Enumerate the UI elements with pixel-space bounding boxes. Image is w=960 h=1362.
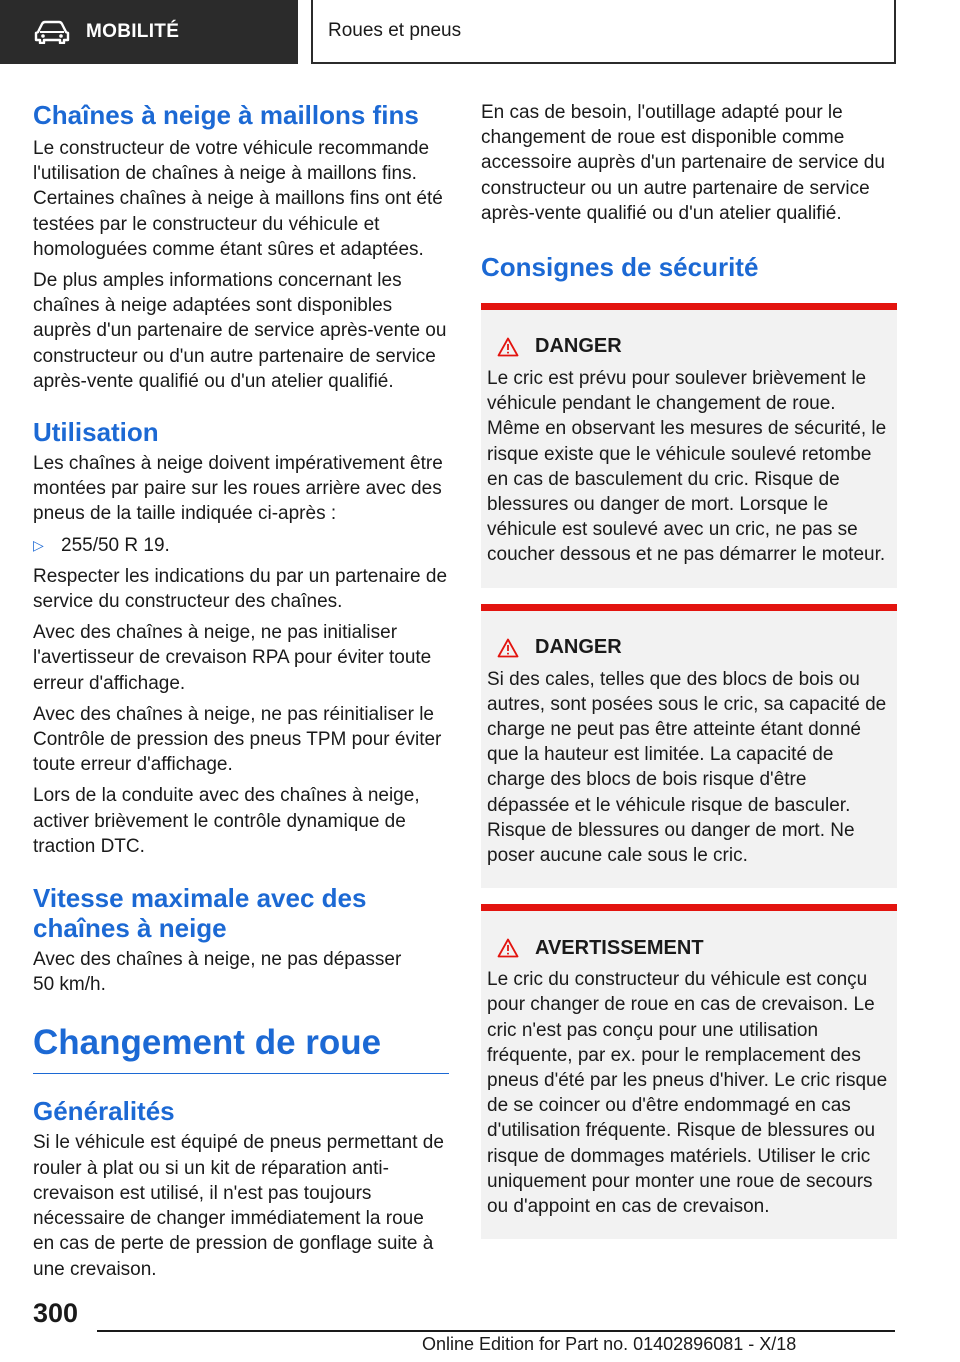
warning-header: [487, 634, 891, 662]
use-paragraph-4: Avec des chaînes à neige, ne pas réinitialiser le Contrôle de pression des pneus TPM pour éviter toute erreur d'affichage.: [33, 703, 442, 776]
list-item: [33, 533, 449, 558]
warning-text: Le cric du constructeur du véhicule est conçu pour changer de roue en cas de crevaison. Le cric n'est pas conçu pour une utilisation fréquente, par ex. pour le remplacement des pneus d'été par les pneus d'hiver. Le cric risque de se coincer ou d'être endommagé en cas d'utilisation fréquente. Risque de blessures ou risque de dommages matériels. Utiliser le cric uniquement pour monter une roue de secours ou d'appoint en cas de crevaison.: [487, 969, 888, 1218]
change-title: Changement de roue: [33, 1023, 382, 1063]
car-icon: [34, 20, 70, 44]
general-title: Généralités: [33, 1096, 175, 1127]
warning-triangle-icon: [497, 938, 519, 958]
speed-paragraph: Avec des chaînes à neige, ne pas dépasser 50 km/h.: [33, 949, 402, 996]
warning-triangle-icon: [497, 337, 519, 357]
left-column: [33, 100, 449, 1282]
change-heading-block: [33, 1023, 449, 1074]
chains-paragraph-1: Le constructeur de votre véhicule recommande l'utilisation de chaînes à neige à maillons fins. Certaines chaînes à neige à maillons fins ont été testées par le constructeur du véhicule et homologuées comme étant sûres et adaptées.: [33, 138, 443, 260]
triangle-bullet-icon: ▷: [33, 536, 44, 553]
edition-text: Online Edition for Part no. 01402896081 - X/18: [422, 1334, 797, 1354]
warning-box: [481, 904, 897, 1239]
right-column: [481, 100, 897, 1239]
warning-label: DANGER: [535, 335, 622, 358]
page-number: 300: [33, 1298, 79, 1328]
warning-header: [487, 934, 891, 962]
footer-divider: [97, 1330, 895, 1332]
section-header: [0, 0, 298, 64]
speed-title: Vitesse maximale avec des chaînes à neige: [33, 883, 367, 944]
use-title: Utilisation: [33, 417, 159, 448]
chains-paragraph-2: De plus amples informations concernant les chaînes à neige adaptées sont disponibles auprès d'un partenaire de service après-vente ou constructeur ou d'un autre partenaire de service après-vente qualifié ou d'un atelier qualifié.: [33, 270, 447, 392]
chapter-title: Roues et pneus: [328, 20, 462, 41]
warning-text: Si des cales, telles que des blocs de bois ou autres, sont posées sous le cric, sa capacité de charge ne peut pas être atteinte étant donné que la hauteur est limitée. La capacité de charge des blocs de bois risque d'être dépassée et le véhicule risque de basculer. Risque de blessures ou danger de mort. Ne poser aucune cale sous le cric.: [487, 668, 887, 867]
use-paragraph-2: Respecter les indications du par un partenaire de service du constructeur des chaînes.: [33, 565, 448, 613]
use-paragraph-5: Lors de la conduite avec des chaînes à neige, activer brièvement le contrôle dynamique de traction DTC.: [33, 785, 420, 857]
tire-size: 255/50 R 19.: [61, 534, 170, 556]
warning-triangle-icon: [497, 638, 519, 658]
chains-title: Chaînes à neige à maillons fins: [33, 100, 419, 130]
warning-header: [487, 333, 891, 361]
safety-title: Consignes de sécurité: [481, 252, 759, 283]
warning-box: [481, 303, 897, 588]
general-paragraph: Si le véhicule est équipé de pneus permettant de rouler à plat ou si un kit de réparation anti-crevaison est utilisé, il n'est pas toujours nécessaire de changer immédiatement la roue en cas de perte de pression de gonflage suite à une crevaison.: [33, 1132, 444, 1280]
warning-box: [481, 604, 897, 889]
warning-label: AVERTISSEMENT: [535, 936, 704, 959]
section-title: MOBILITÉ: [86, 21, 180, 42]
chapter-header: [311, 0, 896, 64]
use-paragraph-3: Avec des chaînes à neige, ne pas initialiser l'avertisseur de crevaison RPA pour éviter toute erreur d'affichage.: [33, 622, 432, 694]
warning-text: Le cric est prévu pour soulever brièvement le véhicule pendant le changement de roue. Même en observant les mesures de sécurité, le risque existe que le véhicule soulevé retombe en cas de basculement du cric. Risque de blessures ou danger de mort. Lorsque le véhicule est soulevé avec un cric, ne pas se coucher dessous et ne pas démarrer le moteur.: [487, 368, 887, 566]
warning-label: DANGER: [535, 636, 622, 659]
intro-paragraph: En cas de besoin, l'outillage adapté pour le changement de roue est disponible comme accessoire auprès d'un partenaire de service du constructeur ou un autre partenaire de service après-vente qualifié ou d'un atelier qualifié.: [481, 102, 885, 224]
use-paragraph-1: Les chaînes à neige doivent impérativement être montées par paire sur les roues arrière avec des pneus de la taille indiquée ci-après :: [33, 453, 443, 525]
